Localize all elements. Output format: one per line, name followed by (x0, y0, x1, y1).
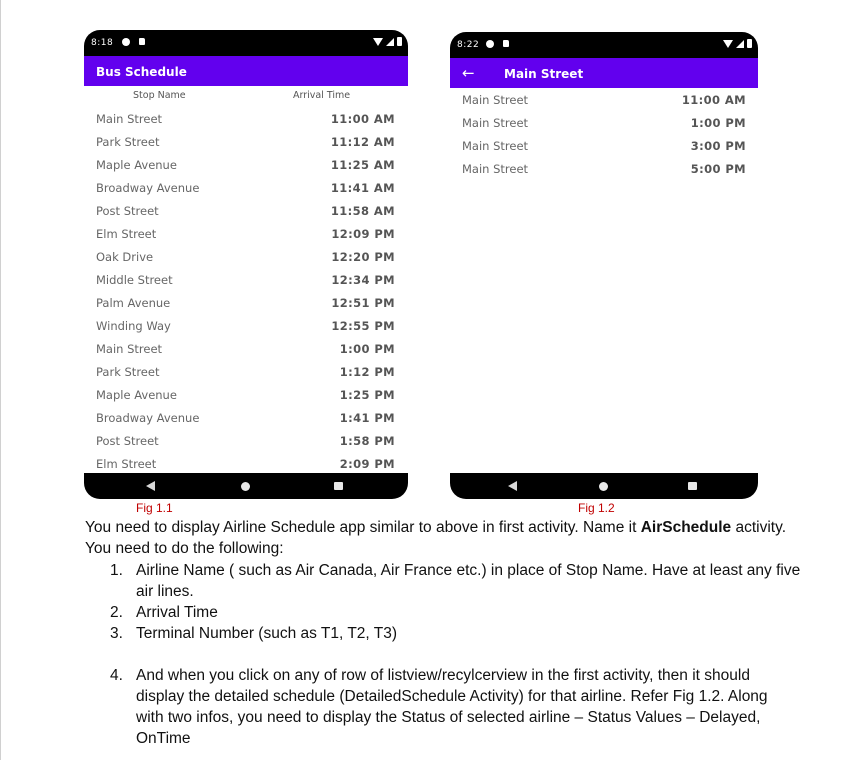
page-left-edge (0, 0, 1, 760)
table-row[interactable] (84, 227, 408, 250)
toolbar-title: Main Street (504, 67, 584, 81)
signal-icon (386, 38, 394, 46)
nav-back-icon[interactable] (508, 481, 517, 491)
list-line: display the detailed schedule (DetailedSchedule Activity) for that airline. Refer Fig 1.2. Along (136, 688, 768, 705)
table-row[interactable] (84, 181, 408, 204)
list-line: with two infos, you need to display the Status of selected airline – Status Values – Delayed, (136, 709, 761, 726)
figure-caption-2: Fig 1.2 (578, 501, 615, 515)
nav-bar (450, 473, 758, 499)
table-row[interactable] (84, 112, 408, 135)
battery-icon (747, 39, 752, 48)
table-row[interactable] (84, 388, 408, 411)
arrival-time: 11:12 AM (330, 135, 395, 149)
stop-name: Park Street (96, 135, 160, 149)
stop-name: Broadway Avenue (96, 411, 200, 425)
arrival-time: 1:25 PM (339, 388, 395, 402)
list-line: And when you click on any of row of listview/recylcerview in the first activity, then it should (136, 667, 750, 684)
status-bar (450, 32, 758, 58)
battery-icon (397, 37, 402, 46)
arrival-time: 1:12 PM (339, 365, 395, 379)
arrival-time: 1:41 PM (339, 411, 395, 425)
intro-text-end: activity. (731, 519, 787, 536)
table-row[interactable] (84, 365, 408, 388)
table-row[interactable] (450, 93, 758, 116)
arrival-time: 12:55 PM (331, 319, 395, 333)
intro-text: You need to display Airline Schedule app similar to above in first activity. Name it (85, 519, 641, 536)
stop-name: Broadway Avenue (96, 181, 200, 195)
instructions-line: You need to do the following: (85, 540, 284, 557)
arrival-time: 11:41 AM (330, 181, 395, 195)
arrival-time: 11:00 AM (330, 112, 395, 126)
back-arrow-icon[interactable]: ← (462, 64, 475, 82)
column-header-arrival-time: Arrival Time (293, 90, 351, 101)
toolbar-title: Bus Schedule (96, 65, 187, 79)
arrival-time: 3:00 PM (690, 139, 746, 153)
list-line: OnTime (136, 730, 191, 747)
status-icons (723, 39, 752, 48)
stop-name: Main Street (96, 342, 163, 356)
arrival-time: 5:00 PM (690, 162, 746, 176)
stop-name: Main Street (96, 112, 163, 126)
stop-name: Oak Drive (96, 250, 154, 264)
arrival-time: 2:09 PM (339, 457, 395, 471)
list-text (136, 560, 800, 602)
nav-recents-icon[interactable] (334, 482, 343, 490)
table-row[interactable] (450, 139, 758, 162)
stop-name: Maple Avenue (96, 158, 177, 172)
table-row[interactable] (84, 204, 408, 227)
nav-recents-icon[interactable] (688, 482, 697, 490)
stop-name: Winding Way (96, 319, 171, 333)
wifi-icon (373, 38, 383, 46)
arrival-time: 11:25 AM (330, 158, 395, 172)
column-header-stop-name: Stop Name (133, 90, 186, 101)
list-number: 2. (110, 604, 123, 621)
table-row[interactable] (450, 162, 758, 185)
table-row[interactable] (84, 273, 408, 296)
arrival-time: 12:09 PM (331, 227, 395, 241)
wifi-icon (723, 40, 733, 48)
stop-name: Middle Street (96, 273, 173, 287)
figure-caption-1: Fig 1.1 (136, 501, 173, 515)
table-row[interactable] (84, 296, 408, 319)
table-row[interactable] (84, 342, 408, 365)
notification-icon (122, 38, 130, 46)
table-row[interactable] (84, 434, 408, 457)
arrival-time: 12:34 PM (331, 273, 395, 287)
status-time: 8:18 (91, 38, 114, 48)
phone-screenshot-detailed-schedule (450, 32, 758, 499)
list-text: Terminal Number (such as T1, T2, T3) (136, 625, 398, 642)
arrival-time: 1:00 PM (690, 116, 746, 130)
status-time: 8:22 (457, 40, 480, 50)
signal-icon (736, 40, 744, 48)
notification-icon (486, 40, 494, 48)
list-line: Airline Name ( such as Air Canada, Air France etc.) in place of Stop Name. Have at least any five (136, 562, 801, 579)
stop-name: Elm Street (96, 227, 157, 241)
nav-home-icon[interactable] (241, 482, 250, 491)
stop-name: Main Street (462, 162, 529, 176)
app-toolbar (84, 56, 408, 86)
stop-name: Post Street (96, 434, 159, 448)
table-row[interactable] (84, 319, 408, 342)
nav-home-icon[interactable] (599, 482, 608, 491)
stop-name: Palm Avenue (96, 296, 171, 310)
table-row[interactable] (84, 135, 408, 158)
list-item-3 (110, 623, 810, 644)
table-row[interactable] (84, 250, 408, 273)
stop-name: Park Street (96, 365, 160, 379)
sd-card-icon (503, 40, 509, 47)
sd-card-icon (139, 38, 145, 45)
list-number: 4. (110, 667, 123, 684)
list-number: 1. (110, 562, 123, 579)
list-text (136, 665, 768, 749)
arrival-time: 1:00 PM (339, 342, 395, 356)
stop-name: Main Street (462, 93, 529, 107)
list-item-2 (110, 602, 810, 623)
phone-screenshot-bus-schedule (84, 30, 408, 499)
status-bar (84, 30, 408, 56)
status-icons (373, 37, 402, 46)
list-text: Arrival Time (136, 604, 218, 621)
stop-name: Main Street (462, 116, 529, 130)
intro-paragraph (85, 517, 786, 538)
activity-name: AirSchedule (640, 519, 732, 536)
list-item-1 (110, 560, 810, 602)
list-line: air lines. (136, 583, 194, 600)
stop-name: Main Street (462, 139, 529, 153)
arrival-time: 12:20 PM (331, 250, 395, 264)
nav-bar (84, 473, 408, 499)
arrival-time: 12:51 PM (331, 296, 395, 310)
arrival-time: 1:58 PM (339, 434, 395, 448)
app-toolbar (450, 58, 758, 88)
table-row[interactable] (84, 158, 408, 181)
list-item-4 (110, 665, 810, 749)
arrival-time: 11:00 AM (681, 93, 746, 107)
stop-name: Maple Avenue (96, 388, 177, 402)
table-row[interactable] (84, 411, 408, 434)
arrival-time: 11:58 AM (330, 204, 395, 218)
table-row[interactable] (450, 116, 758, 139)
list-number: 3. (110, 625, 123, 642)
stop-name: Elm Street (96, 457, 157, 471)
nav-back-icon[interactable] (146, 481, 155, 491)
stop-name: Post Street (96, 204, 159, 218)
